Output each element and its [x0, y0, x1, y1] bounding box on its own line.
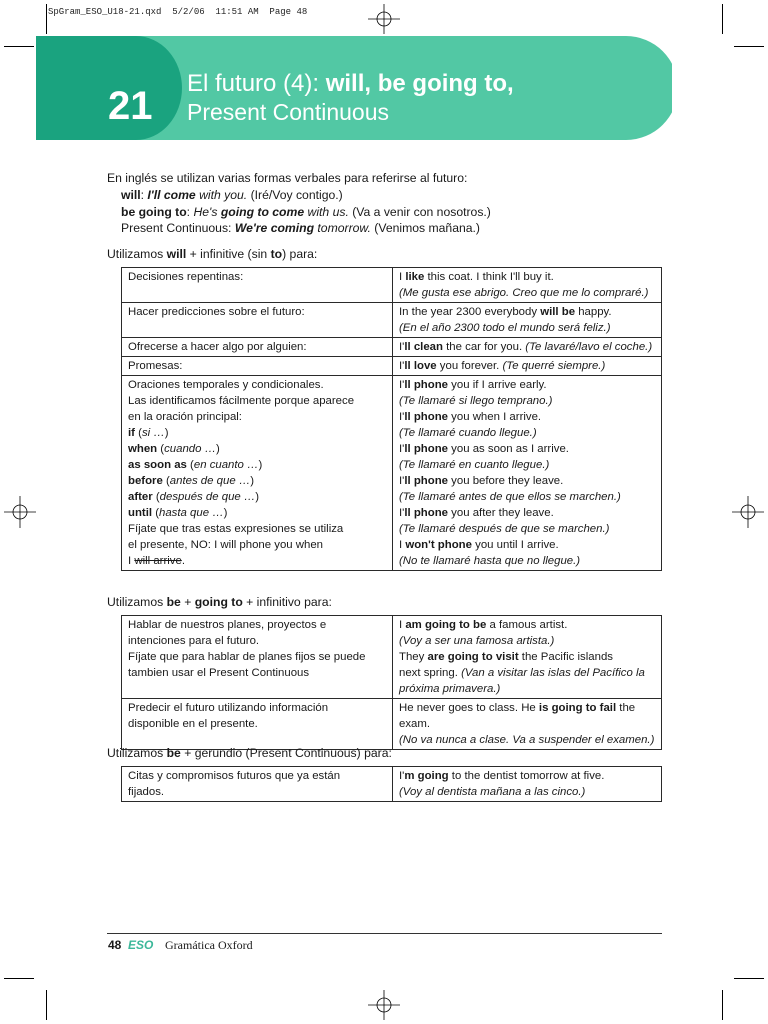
intro-text: En inglés se utilizan varias formas verbales para referirse al futuro:: [107, 171, 468, 185]
table-row: [122, 303, 662, 338]
intro-example-present-continuous: Present Continuous: We're coming tomorrow. (Venimos mañana.): [121, 221, 480, 235]
example-cell: I'll love you forever. (Te querré siempre.): [393, 357, 662, 376]
file-slug: SpGram_ESO_U18-21.qxd 5/2/06 11:51 AM Page 48: [48, 7, 308, 17]
example-cell: I'll phone you if I arrive early. (Te llamaré si llego temprano.) I'll phone you when I arrive. (Te llamaré cuando llegue.) I'll phone you as soon as I arrive. (Te llamaré en cuanto llegue.) I'll phone you before they leave. (Te llamaré antes de que ellos se marchen.) I'll phone you after they leave. (Te llamaré después de que se marchen.) I won't phone you until I arrive. (No te llamaré hasta que no llegue.): [393, 376, 662, 571]
table-row: [122, 767, 662, 802]
usage-cell: Oraciones temporales y condicionales. Las identificamos fácilmente porque aparece en la oración principal: if (si …) when (cuando …) as soon as (en cuanto …) before (antes de que …) after (después de que …) until (hasta que …) Fíjate que tras estas expresiones se utiliza el presente, NO: I will phone you when I will arrive.: [122, 376, 393, 571]
crop-mark: [722, 4, 723, 34]
page-subtitle: Present Continuous: [187, 99, 390, 125]
section-heading-will: Utilizamos will + infinitive (sin to) para:: [107, 247, 318, 261]
usage-cell: Hablar de nuestros planes, proyectos e intenciones para el futuro. Fíjate que para hablar de planes fijos se puede tambien usar el Present Continuous: [122, 616, 393, 699]
crop-mark: [4, 978, 34, 979]
series-label: ESO: [128, 938, 154, 952]
book-title: Gramática Oxford: [165, 938, 253, 952]
usage-cell: Citas y compromisos futuros que ya están fijados.: [122, 767, 393, 802]
crop-mark: [722, 990, 723, 1020]
registration-mark-icon: [4, 496, 36, 528]
unit-number: 21: [108, 84, 153, 128]
registration-mark-icon: [368, 4, 400, 34]
usage-cell: Predecir el futuro utilizando información disponible en el presente.: [122, 699, 393, 750]
title-bold: will, be going to,: [325, 70, 514, 97]
table-row: [122, 699, 662, 750]
crop-mark: [46, 990, 47, 1020]
footer-divider: [107, 933, 662, 934]
usage-cell: Hacer predicciones sobre el futuro:: [122, 303, 393, 338]
intro-example-will: will: I'll come with you. (Iré/Voy contigo.): [121, 188, 343, 202]
usage-cell: Decisiones repentinas:: [122, 268, 393, 303]
example-cell: I'm going to the dentist tomorrow at five. (Voy al dentista mañana a las cinco.): [393, 767, 662, 802]
page-title: [187, 70, 514, 98]
registration-mark-icon: [368, 990, 400, 1020]
crop-mark: [4, 46, 34, 47]
crop-mark: [734, 46, 764, 47]
example-cell: In the year 2300 everybody will be happy. (En el año 2300 todo el mundo será feliz.): [393, 303, 662, 338]
table-row: [122, 357, 662, 376]
present-continuous-usage-table: [121, 766, 662, 802]
registration-mark-icon: [732, 496, 764, 528]
title-prefix: El futuro (4):: [187, 70, 326, 97]
example-cell: I am going to be a famous artist. (Voy a ser una famosa artista.) They are going to visit the Pacific islands next spring. (Van a visitar las islas del Pacífico la próxima primavera.): [393, 616, 662, 699]
table-row: [122, 376, 662, 571]
example-cell: He never goes to class. He is going to fail the exam. (No va nunca a clase. Va a suspender el examen.): [393, 699, 662, 750]
example-cell: I'll clean the car for you. (Te lavaré/lavo el coche.): [393, 338, 662, 357]
table-row: [122, 338, 662, 357]
usage-cell: Ofrecerse a hacer algo por alguien:: [122, 338, 393, 357]
crop-mark: [734, 978, 764, 979]
usage-cell: Promesas:: [122, 357, 393, 376]
will-usage-table: [121, 267, 662, 571]
section-heading-present-continuous: Utilizamos be + gerundio (Present Continuous) para:: [107, 746, 392, 760]
example-cell: I like this coat. I think I'll buy it. (Me gusta ese abrigo. Creo que me lo compraré.): [393, 268, 662, 303]
going-to-usage-table: [121, 615, 662, 750]
page-number: 48: [108, 938, 122, 952]
crop-mark: [46, 4, 47, 34]
table-row: [122, 616, 662, 699]
section-heading-going-to: Utilizamos be + going to + infinitivo para:: [107, 595, 332, 609]
intro-example-going-to: be going to: He's going to come with us. (Va a venir con nosotros.): [121, 205, 491, 219]
table-row: [122, 268, 662, 303]
